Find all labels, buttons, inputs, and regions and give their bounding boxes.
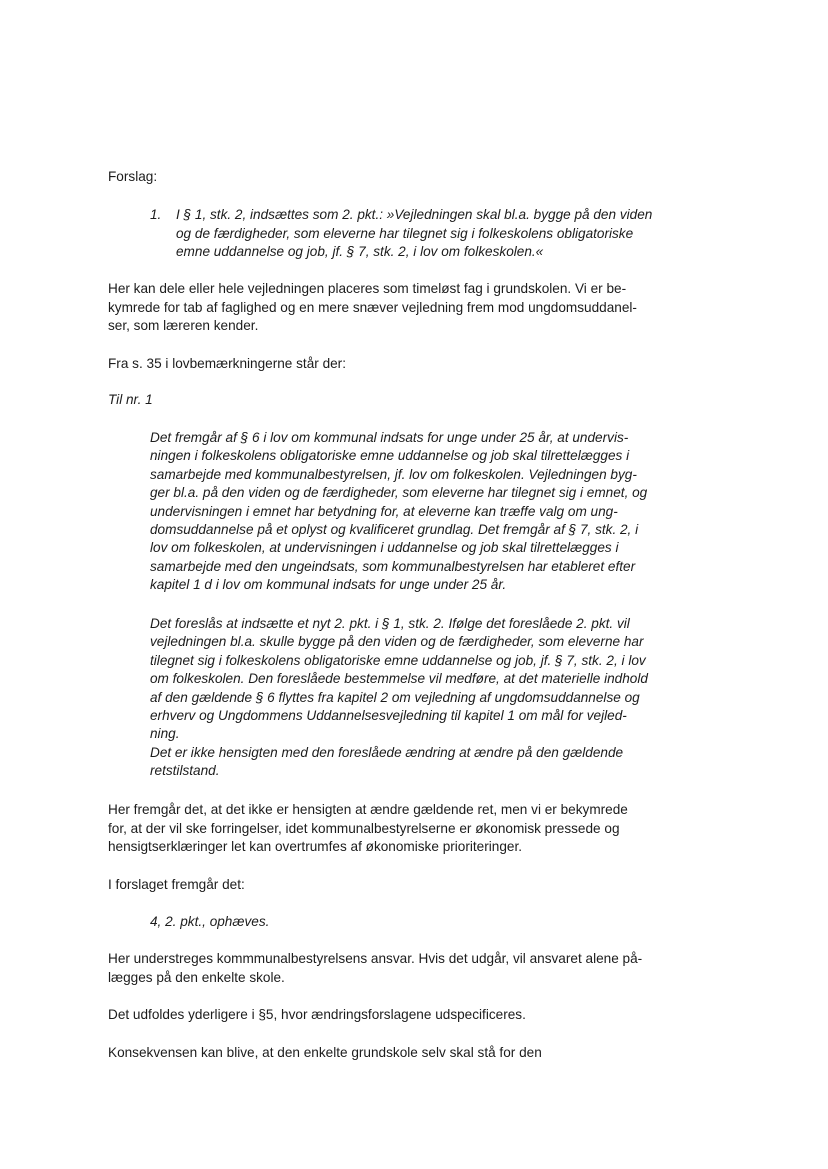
- text-line: hensigtserklæringer let kan overtrumfes af økonomiske prioriteringer.: [108, 839, 523, 854]
- text-line: domsuddannelse på et oplyst og kvalificeret grundlag. Det fremgår af § 7, stk. 2, i: [150, 522, 639, 538]
- text-line: ningen i folkeskolens obligatoriske emne uddannelse og job skal tilrettelægges i: [150, 448, 630, 464]
- text-line: samarbejde med kommunalbestyrelsen, jf. lov om folkeskolen. Vejledningen byg-: [150, 466, 637, 482]
- text-line: samarbejde med den ungeindsats, som kommunalbestyrelsen har etableret efter: [150, 558, 636, 574]
- text-line: retstilstand.: [150, 763, 220, 779]
- text-line: emne uddannelse og job, jf. § 7, stk. 2, i lov om folkeskolen.«: [176, 244, 544, 259]
- text-line: Det er ikke hensigten med den foreslåede ændring at ændre på den gældende: [150, 744, 624, 760]
- text-line: erhverv og Ungdommens Uddannelsesvejledning til kapitel 1 om mål for vejled-: [150, 708, 627, 724]
- text-line: kymrede for tab af faglighed og en mere snæver vejledning frem mod ungdomsuddanel-: [108, 299, 637, 315]
- paragraph-5: [108, 950, 668, 987]
- proposal-item-text: [176, 206, 676, 262]
- paragraph-6: Det udfoldes yderligere i §5, hvor ændringsforslagene udspecificeres.: [108, 1007, 526, 1022]
- text-line: Her kan dele eller hele vejledningen placeres som timeløst fag i grundskolen. Vi er be-: [108, 281, 627, 296]
- heading-forslag: Forslag:: [108, 169, 158, 184]
- text-line: Det fremgår af § 6 i lov om kommunal indsats for unge under 25 år, at undervis-: [150, 430, 629, 445]
- text-line: undervisningen i emnet har betydning for, at eleverne kan træffe valg om ung-: [150, 503, 618, 519]
- paragraph-1: [108, 280, 668, 336]
- text-line: tilegnet sig i folkeskolens obligatoriske emne uddannelse og job, jf. § 7, stk. 2, i lov: [150, 652, 646, 668]
- quote-block-3: 4, 2. pkt., ophæves.: [150, 914, 270, 929]
- proposal-item-number: 1.: [150, 207, 162, 222]
- text-line: for, at der vil ske forringelser, idet kommunalbestyrelserne er økonomisk pressede og: [108, 820, 620, 836]
- text-line: I § 1, stk. 2, indsættes som 2. pkt.: »Vejledningen skal bl.a. bygge på den viden: [176, 207, 653, 222]
- text-line: lægges på den enkelte skole.: [108, 969, 285, 985]
- text-line: Her fremgår det, at det ikke er hensigten at ændre gældende ret, men vi er bekymrede: [108, 802, 628, 817]
- text-line: Her understreges kommmunalbestyrelsens ansvar. Hvis det udgår, vil ansvaret alene på-: [108, 951, 643, 966]
- text-line: om folkeskolen. Den foreslåede bestemmelse vil medføre, at det materielle indhold: [150, 671, 648, 687]
- text-line: ger bl.a. på den viden og de færdigheder, som eleverne har tilegnet sig i emnet, og: [150, 485, 648, 501]
- text-line: ser, som læreren kender.: [108, 318, 259, 333]
- quote-block-2: [150, 615, 670, 781]
- text-line: af den gældende § 6 flyttes fra kapitel 2 om vejledning af ungdomsuddannelse og: [150, 689, 640, 705]
- til-nr-heading: Til nr. 1: [108, 392, 153, 407]
- text-line: ning.: [150, 726, 180, 742]
- paragraph-4: I forslaget fremgår det:: [108, 877, 245, 892]
- text-line: lov om folkeskolen, at undervisningen i uddannelse og job skal tilrettelægges i: [150, 540, 619, 556]
- text-line: kapitel 1 d i lov om kommunal indsats for unge under 25 år.: [150, 577, 507, 593]
- text-line: og de færdigheder, som eleverne har tilegnet sig i folkeskolens obligatoriske: [176, 225, 634, 241]
- paragraph-7: Konsekvensen kan blive, at den enkelte grundskole selv skal stå for den: [108, 1045, 542, 1060]
- paragraph-3: [108, 801, 668, 857]
- quote-block-1: [150, 429, 670, 595]
- text-line: vejledningen bl.a. skulle bygge på den viden og de færdigheder, som eleverne har: [150, 634, 644, 650]
- paragraph-2: Fra s. 35 i lovbemærkningerne står der:: [108, 356, 346, 371]
- text-line: Det foreslås at indsætte et nyt 2. pkt. i § 1, stk. 2. Ifølge det foreslåede 2. pkt. vil: [150, 616, 630, 631]
